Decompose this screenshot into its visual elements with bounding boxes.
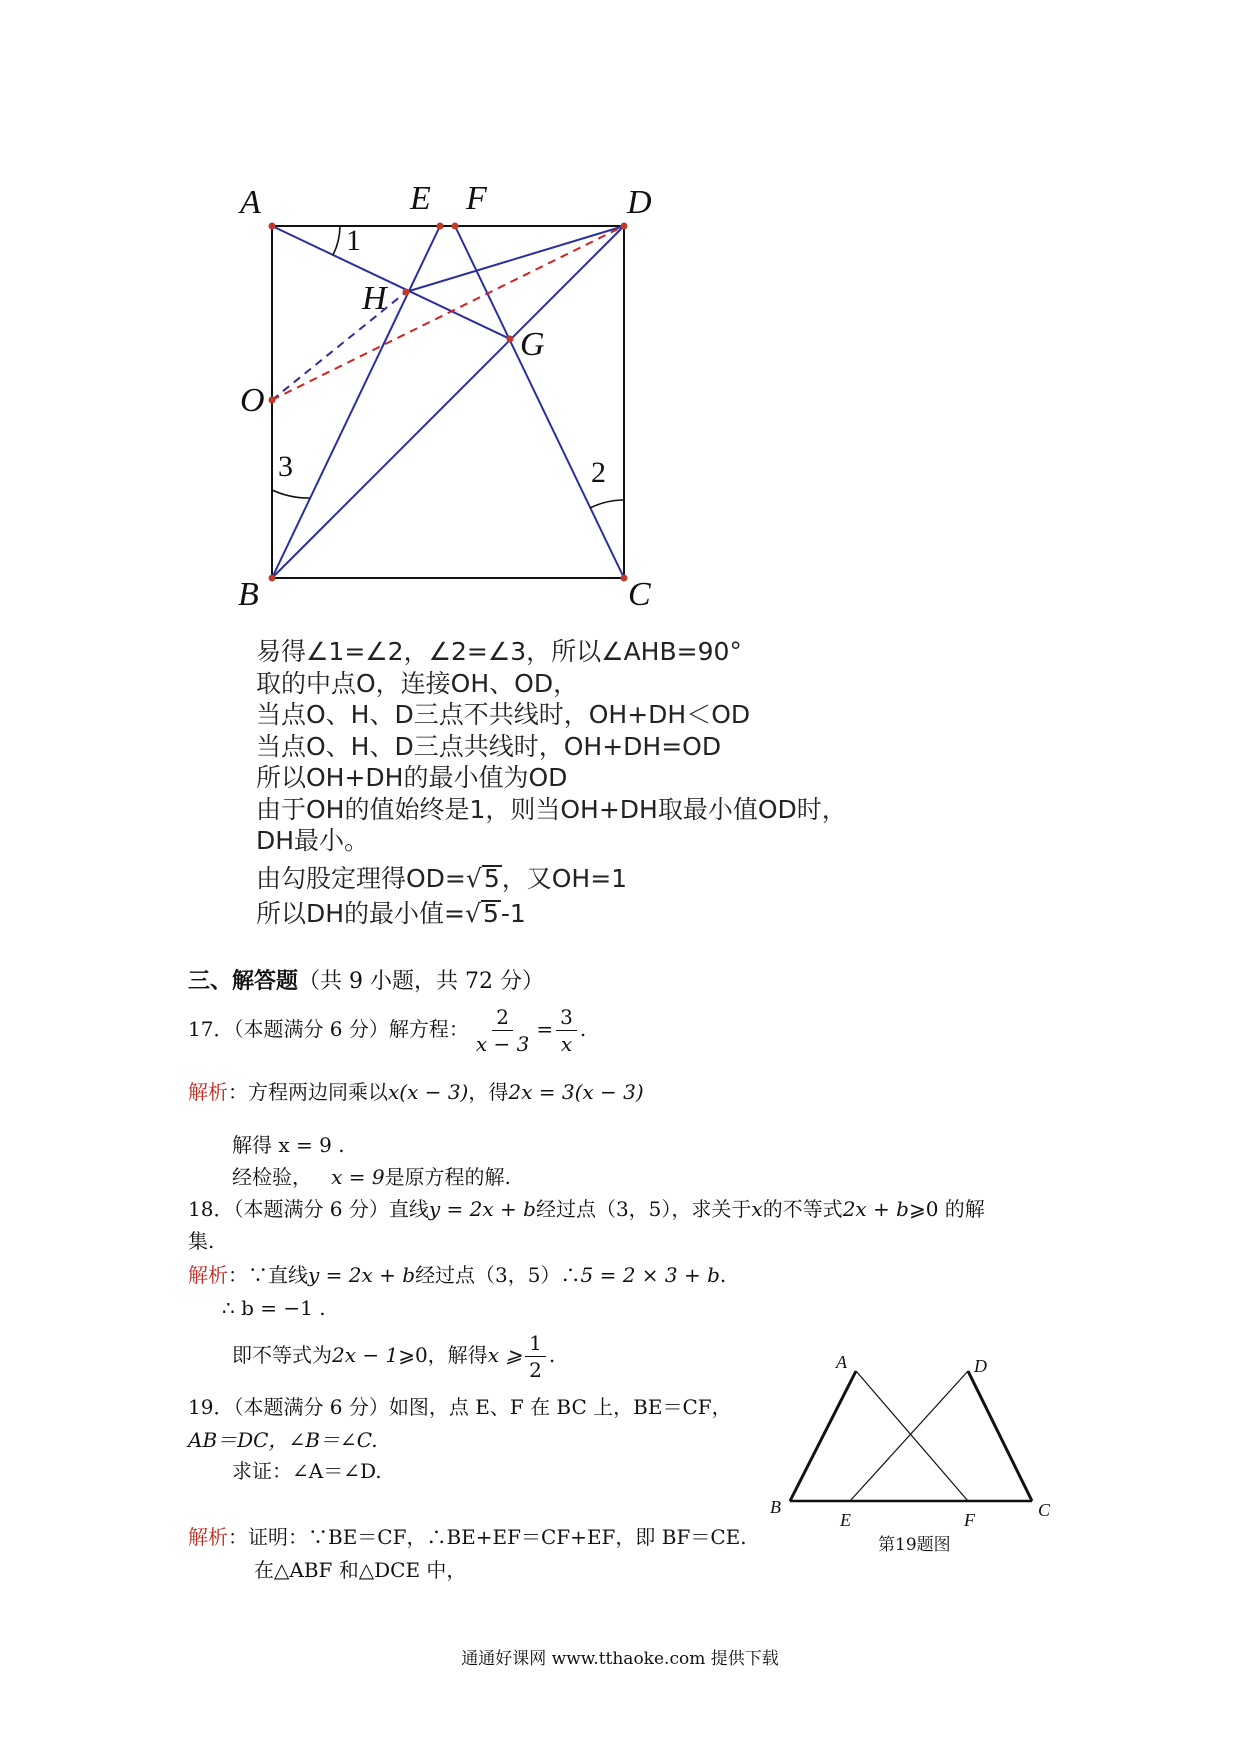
point-F bbox=[452, 223, 459, 230]
segment-BE bbox=[272, 226, 440, 578]
label-G: G bbox=[520, 326, 545, 363]
angle-arc-3 bbox=[272, 490, 310, 498]
text: ，又OH=1 bbox=[501, 863, 628, 893]
sqrt-symbol: √ bbox=[465, 863, 482, 893]
text: 经过点（3，5）∴ bbox=[415, 1263, 581, 1287]
label-C: C bbox=[628, 576, 651, 613]
solution-line: 所以OH+DH的最小值为OD bbox=[256, 763, 568, 792]
fraction-2-over-x-3 bbox=[472, 1004, 533, 1057]
point-H bbox=[403, 289, 410, 296]
text: 所以DH的最小值= bbox=[256, 899, 465, 928]
sqrt-radicand: 5 bbox=[482, 899, 499, 928]
fig19-label-C: C bbox=[1038, 1500, 1051, 1520]
text: ：证明：∵BE＝CF，∴BE+EF＝CF+EF，即 BF＝CE. bbox=[228, 1525, 747, 1549]
q18-solution-line-3 bbox=[232, 1330, 555, 1383]
label-B: B bbox=[238, 576, 259, 613]
q18-solution-line-2: ∴ b = −1 . bbox=[222, 1296, 326, 1320]
triangles-figure-19 bbox=[760, 1350, 1080, 1560]
edge-AF bbox=[856, 1371, 968, 1501]
square-geometry-figure bbox=[0, 0, 1240, 620]
question-19-line-2: AB＝DC，∠B＝∠C. bbox=[188, 1428, 378, 1452]
jiexi-label: 解析 bbox=[188, 1263, 228, 1287]
q19-solution-line-1 bbox=[188, 1522, 747, 1552]
jiexi-label: 解析 bbox=[188, 1080, 228, 1104]
denominator: x bbox=[560, 1032, 573, 1056]
fig19-label-E: E bbox=[840, 1510, 851, 1530]
edge-AB bbox=[790, 1371, 856, 1501]
label-D: D bbox=[627, 184, 652, 221]
jiexi-label: 解析 bbox=[188, 1525, 228, 1549]
text: 经过点（3，5），求关于 bbox=[535, 1197, 752, 1221]
text: ：∵直线 bbox=[228, 1263, 308, 1287]
solution-line: 易得∠1=∠2，∠2=∠3，所以∠AHB=90° bbox=[256, 637, 742, 666]
text: 即不等式为 bbox=[232, 1343, 332, 1367]
solution-line: 当点O、H、D三点不共线时，OH+DH＜OD bbox=[256, 700, 751, 729]
fig19-label-B: B bbox=[770, 1497, 781, 1517]
segment-AG bbox=[272, 226, 510, 339]
text: -1 bbox=[500, 899, 526, 928]
math-expr: 2x − 1 bbox=[332, 1343, 399, 1367]
fig19-label-D: D bbox=[974, 1356, 987, 1376]
solution-block bbox=[256, 636, 847, 930]
denominator: x − 3 bbox=[475, 1032, 530, 1056]
edge-DE bbox=[850, 1371, 968, 1501]
numerator: 1 bbox=[525, 1330, 546, 1357]
q17-solution-line-3 bbox=[232, 1162, 511, 1192]
fig19-label-A: A bbox=[836, 1352, 847, 1372]
numerator: 3 bbox=[556, 1004, 577, 1031]
label-E: E bbox=[410, 180, 431, 217]
fraction-3-over-x bbox=[556, 1004, 577, 1057]
page-footer: 通通好课网 www.tthaoke.com 提供下载 bbox=[461, 1649, 779, 1669]
q19-solution-line-2: 在△ABF 和△DCE 中， bbox=[254, 1558, 467, 1582]
angle-arc-1 bbox=[333, 226, 340, 255]
q17-end: . bbox=[579, 1017, 587, 1041]
question-18-line-2: 集. bbox=[188, 1229, 215, 1253]
question-19-line-1: 19．（本题满分 6 分）如图，点 E、F 在 BC 上，BE＝CF， bbox=[188, 1395, 732, 1419]
text: 由勾股定理得OD= bbox=[256, 863, 466, 893]
q17-solution-line-1 bbox=[188, 1077, 644, 1107]
solution-line: 当点O、H、D三点共线时，OH+DH=OD bbox=[256, 731, 722, 761]
text: . bbox=[548, 1343, 556, 1367]
text: ⩾0，解得 bbox=[398, 1343, 488, 1367]
point-E bbox=[437, 223, 444, 230]
point-A bbox=[269, 223, 276, 230]
section-detail: （共 9 小题，共 72 分） bbox=[298, 969, 544, 994]
math-expr: x = 9 bbox=[331, 1165, 385, 1189]
math-expr: 2x = 3(x − 3) bbox=[508, 1080, 644, 1104]
q18-solution-line-1 bbox=[188, 1260, 726, 1290]
solution-line bbox=[256, 863, 847, 895]
point-D bbox=[621, 223, 628, 230]
q17-solution-line-2: 解得 x = 9 . bbox=[232, 1133, 345, 1157]
text: ，得 bbox=[468, 1080, 509, 1104]
text: . bbox=[719, 1263, 727, 1287]
text: 经检验， bbox=[232, 1165, 312, 1189]
math-expr: y = 2x + b bbox=[428, 1197, 536, 1221]
label-O: O bbox=[240, 382, 265, 419]
math-expr: y = 2x + b bbox=[308, 1263, 416, 1287]
q17-prefix: 17．（本题满分 6 分）解方程： bbox=[188, 1017, 469, 1041]
sqrt-symbol: √ bbox=[465, 899, 481, 928]
label-H: H bbox=[362, 280, 387, 317]
solution-line bbox=[256, 898, 847, 930]
section-title: 三、解答题 bbox=[188, 968, 299, 994]
edge-DC bbox=[968, 1371, 1032, 1501]
text: ⩾0 的解 bbox=[908, 1197, 985, 1221]
numerator: 2 bbox=[492, 1004, 513, 1031]
equals: = bbox=[536, 1017, 554, 1041]
section-heading bbox=[188, 966, 544, 997]
point-O bbox=[269, 397, 276, 404]
question-18-line-1 bbox=[188, 1194, 985, 1224]
question-17 bbox=[188, 1004, 586, 1057]
figure-19-caption: 第19题图 bbox=[878, 1535, 951, 1555]
point-G bbox=[507, 336, 514, 343]
text: 的不等式 bbox=[762, 1197, 843, 1221]
fraction-1-over-2 bbox=[525, 1330, 546, 1383]
angle-label-2: 2 bbox=[591, 456, 606, 489]
text: 18．（本题满分 6 分）直线 bbox=[188, 1197, 429, 1221]
angle-arc-2 bbox=[590, 500, 624, 508]
denominator: 2 bbox=[529, 1358, 542, 1382]
angle-label-3: 3 bbox=[278, 450, 293, 483]
question-19-line-3: 求证：∠A＝∠D. bbox=[232, 1459, 382, 1483]
math-expr: 5 = 2 × 3 + b bbox=[580, 1263, 720, 1287]
point-B bbox=[269, 575, 276, 582]
fig19-label-F: F bbox=[964, 1510, 975, 1530]
math-expr: 2x + b bbox=[842, 1197, 909, 1221]
text: 是原方程的解. bbox=[384, 1165, 511, 1189]
label-F: F bbox=[466, 180, 487, 217]
math-expr: x(x − 3) bbox=[388, 1080, 469, 1104]
math-expr: x ⩾ bbox=[487, 1343, 523, 1367]
segment-FC bbox=[455, 226, 624, 578]
sqrt-radicand: 5 bbox=[483, 863, 500, 893]
point-C bbox=[621, 575, 628, 582]
text: ：方程两边同乘以 bbox=[228, 1080, 388, 1104]
label-A: A bbox=[240, 184, 261, 221]
solution-line: 由于OH的值始终是1，则当OH+DH取最小值OD时， bbox=[256, 794, 847, 824]
solution-line: 取的中点O，连接OH、OD， bbox=[256, 668, 579, 698]
solution-line: DH最小。 bbox=[256, 826, 370, 855]
math-expr: x bbox=[751, 1197, 763, 1221]
angle-label-1: 1 bbox=[346, 224, 361, 257]
